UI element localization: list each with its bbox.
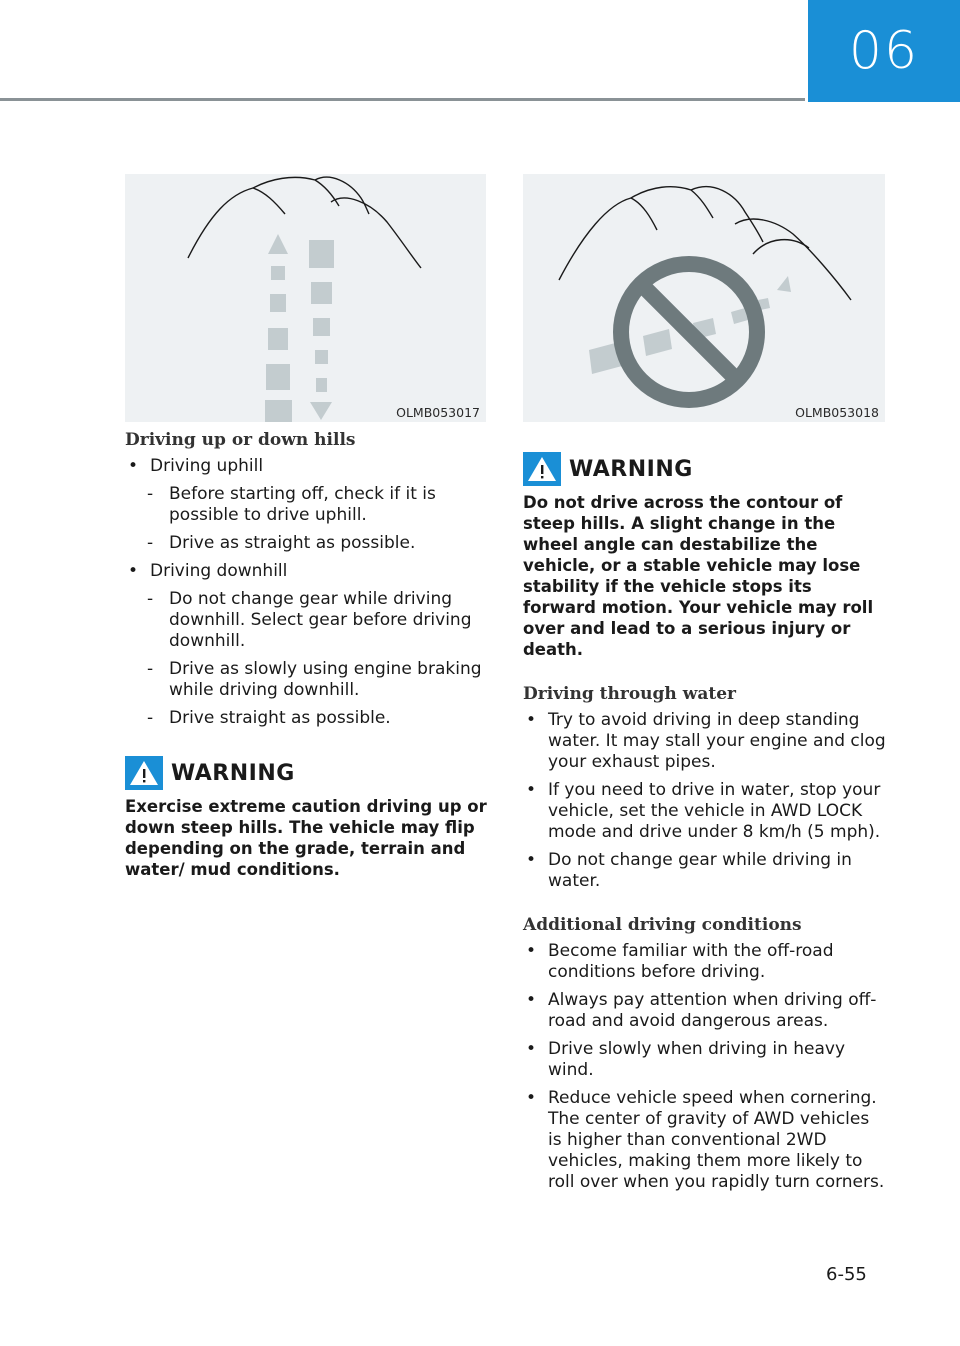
list-item: • Try to avoid driving in deep standing water. It may stall your engine and clog your exhaust pipes. (523, 710, 888, 773)
chapter-tab: 06 (808, 0, 960, 102)
figure-code: OLMB053018 (795, 405, 879, 420)
prohibited-illustration (523, 174, 885, 422)
list-item: • Reduce vehicle speed when cornering. The center of gravity of AWD vehicles is higher than conventional 2WD vehicles, making them more likely to roll over when you rapidly turn corners. (523, 1088, 888, 1193)
section-heading-additional: Additional driving conditions (523, 915, 802, 935)
sub-list-item: - Drive as straight as possible. (125, 533, 487, 554)
list-item: • Always pay attention when driving off-road and avoid dangerous areas. (523, 990, 888, 1032)
warning-title (523, 452, 888, 486)
warning-text: Do not drive across the contour of steep hills. A slight change in the wheel angle can destabilize the vehicle, or a stable vehicle may lose stability if the vehicle stops its forward motion. Your vehicle may roll over and lead to a serious injury or death. (523, 493, 874, 659)
sub-list-item: - Before starting off, check if it is possible to drive uphill. (125, 484, 487, 526)
section-heading-water: Driving through water (523, 684, 736, 704)
figure-across-hill-prohibited (523, 174, 885, 422)
list-item: • Driving uphill (125, 456, 487, 477)
header-rule (0, 98, 805, 101)
right-column (523, 452, 888, 1200)
list-item: • Driving downhill (125, 561, 487, 582)
page-number: 6-55 (826, 1264, 867, 1285)
warning-triangle-icon (125, 756, 163, 790)
section-heading-hills: Driving up or down hills (125, 430, 356, 450)
list-item: • Become familiar with the off-road conditions before driving. (523, 941, 888, 983)
warning-label: WARNING (569, 456, 693, 482)
warning-label: WARNING (171, 760, 295, 786)
list-item: • Do not change gear while driving in water. (523, 850, 888, 892)
sub-list-item: - Do not change gear while driving downhill. Select gear before driving downhill. (125, 589, 487, 652)
figure-code: OLMB053017 (396, 405, 480, 420)
list-item: • Drive slowly when driving in heavy wind. (523, 1039, 888, 1081)
prohibition-icon (621, 264, 757, 400)
list-item: • If you need to drive in water, stop your vehicle, set the vehicle in AWD LOCK mode and drive under 8 km/h (5 mph). (523, 780, 888, 843)
sub-list-item: - Drive as slowly using engine braking while driving downhill. (125, 659, 487, 701)
warning-title (125, 756, 487, 790)
warning-text: Exercise extreme caution driving up or down steep hills. The vehicle may flip depending on the grade, terrain and water/ mud conditions. (125, 797, 487, 879)
sub-list-item: - Drive straight as possible. (125, 708, 487, 729)
warning-triangle-icon (523, 452, 561, 486)
hill-illustration (125, 174, 486, 422)
figure-uphill-downhill (125, 174, 486, 422)
left-column (125, 430, 487, 880)
